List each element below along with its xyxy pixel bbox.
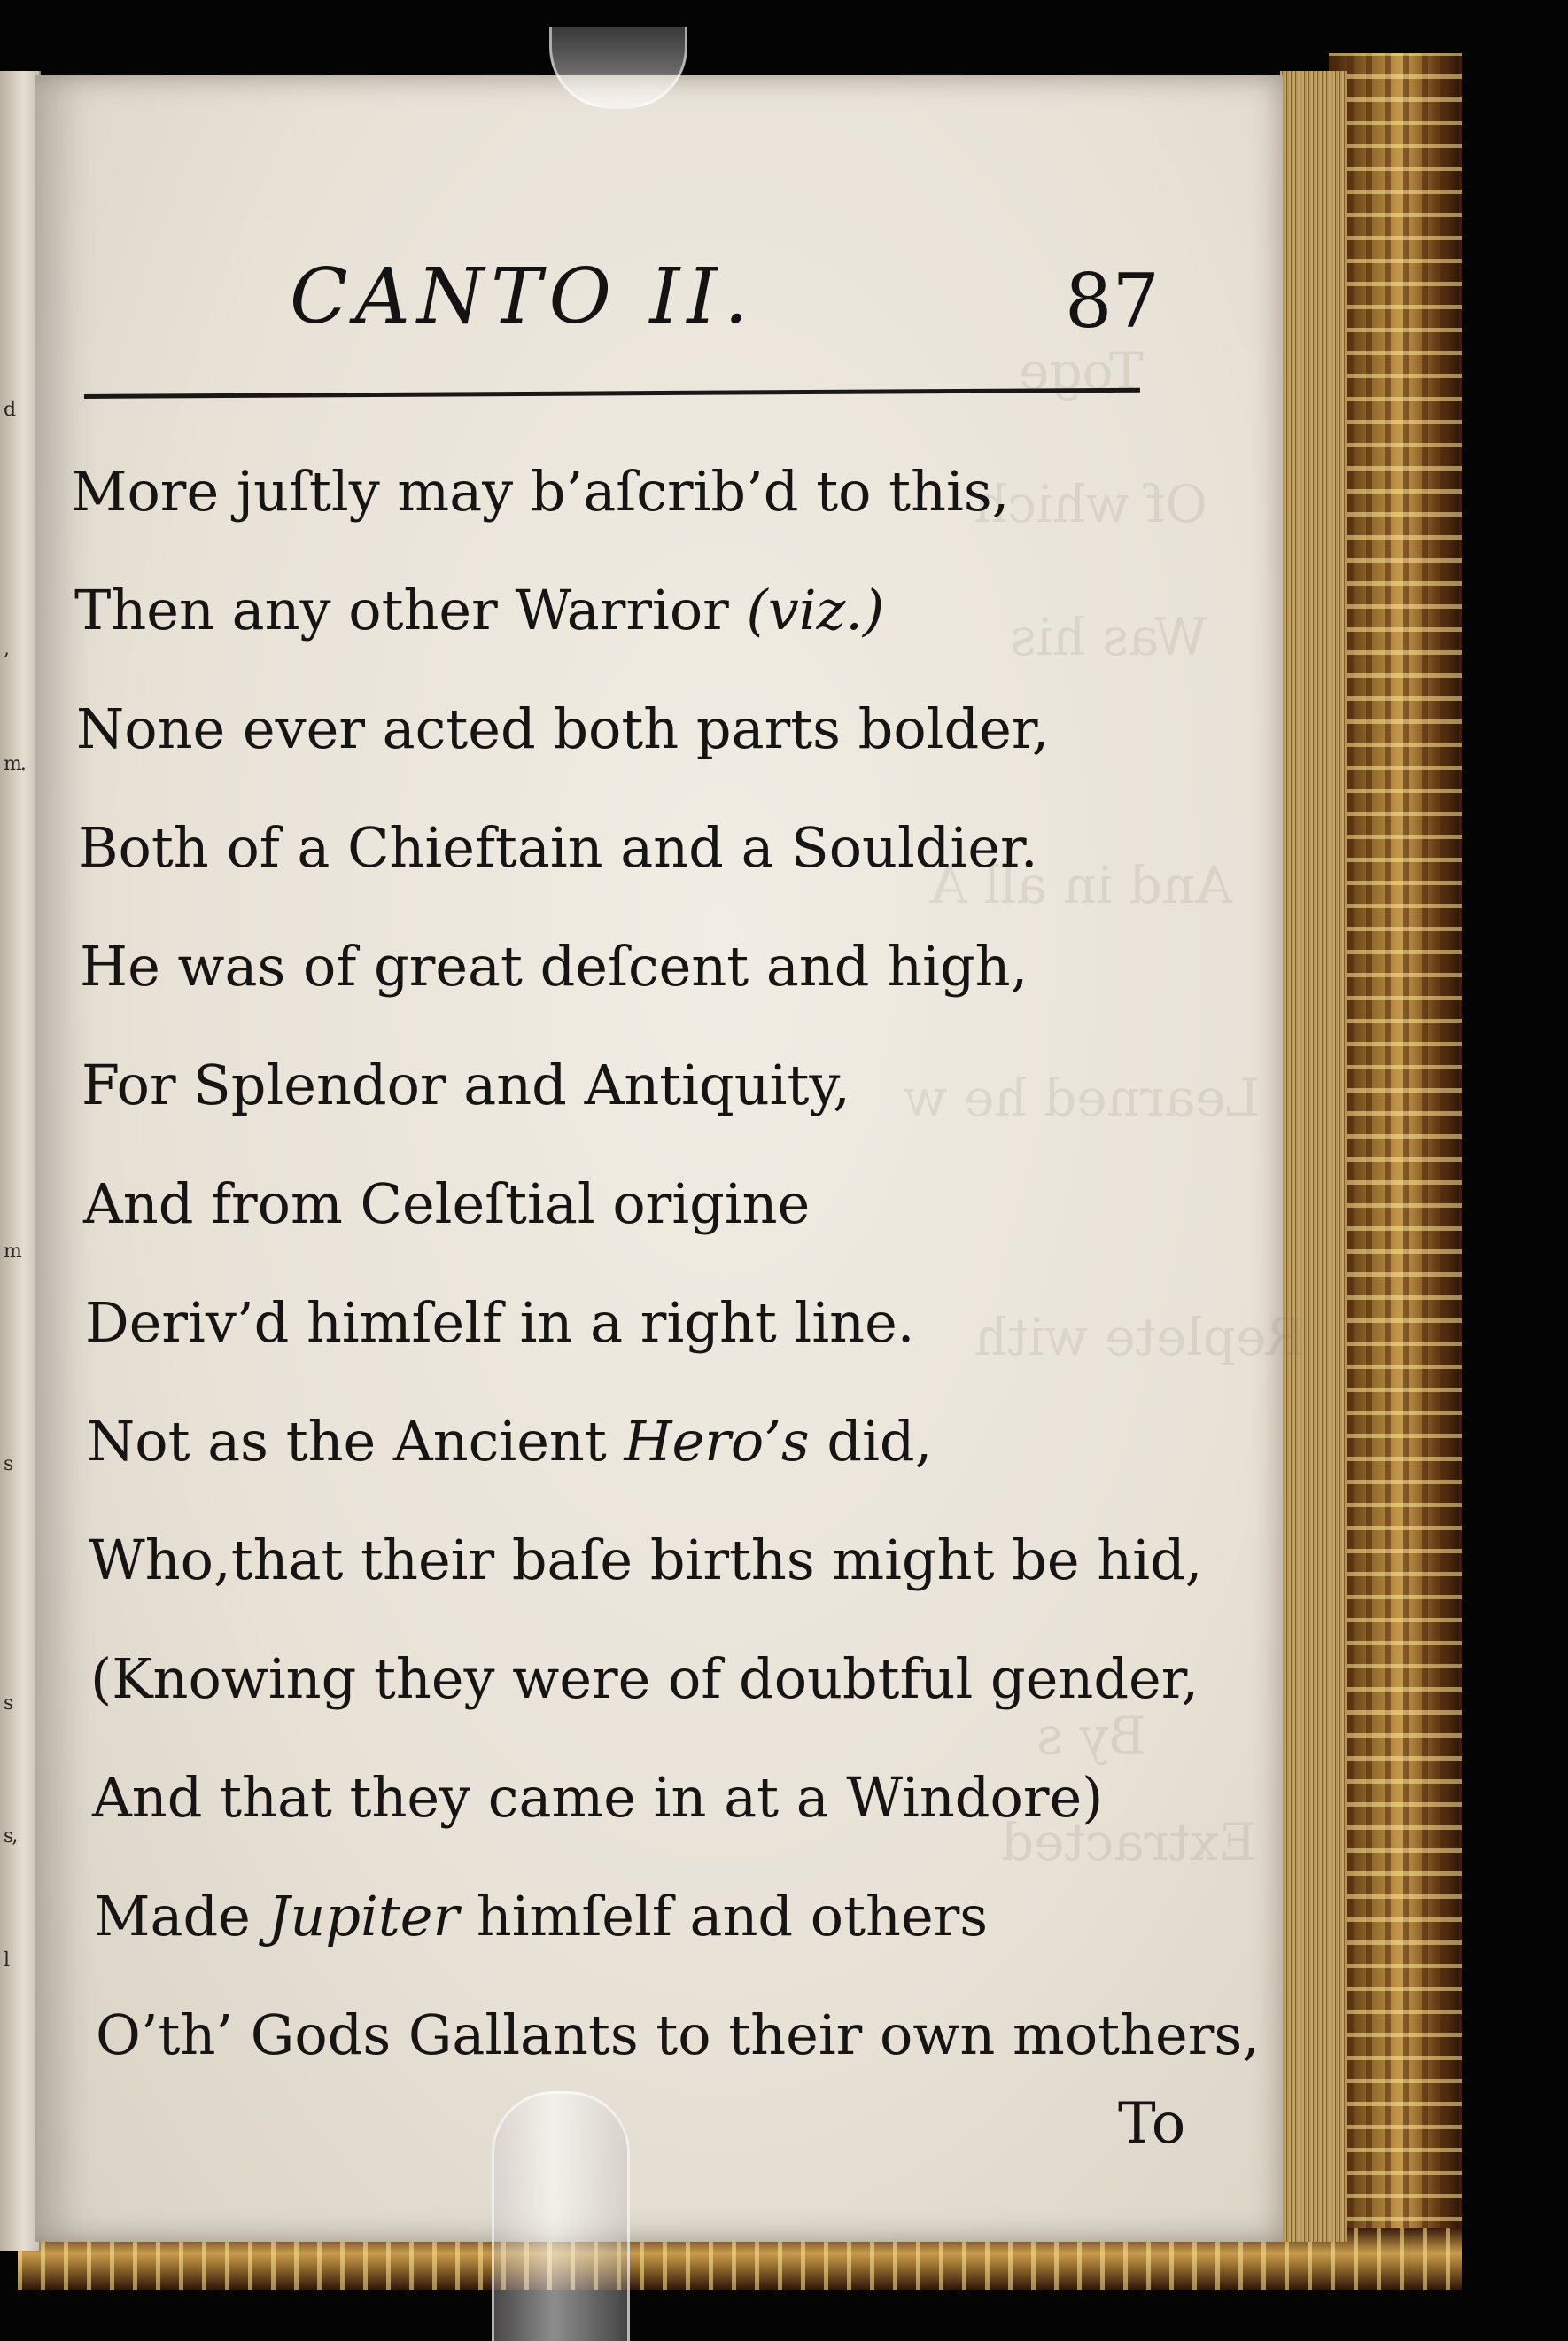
verse-line: Who,that their baſe births might be hid, — [89, 1528, 1203, 1592]
verse-line: For Splendor and Antiquity, — [82, 1053, 850, 1117]
verse-block — [71, 456, 1260, 2119]
verse-line: (Knowing they were of doubtful gender, — [90, 1646, 1199, 1711]
italic-word: Hero’s — [624, 1409, 810, 1474]
bleed-through: Toge — [1019, 341, 1144, 401]
verse-line: Deriv’d himſelf in a right line. — [85, 1290, 915, 1355]
italic-abbreviation: (viz.) — [746, 578, 885, 642]
bleed-through: Was his — [1010, 607, 1208, 667]
verse-line: Both of a Chieftain and a Souldier. — [78, 815, 1038, 880]
verse-line: He was of great deſcent and high, — [80, 934, 1029, 999]
bleed-through: Learned he w — [904, 1068, 1261, 1128]
catchword: To — [1118, 2091, 1186, 2157]
verse-line: And that they came in at a Windore) — [92, 1765, 1104, 1830]
verse-line: Not as the Ancient Hero’s did, — [87, 1409, 933, 1474]
gilt-page-edge-right — [1329, 53, 1462, 2290]
italic-word: Jupiter — [268, 1884, 460, 1948]
facing-page-sliver: d , m. m s s s, l — [0, 71, 41, 2251]
verse-line: More juſtly may b’aſcrib’d to this, — [71, 459, 1010, 524]
running-title: CANTO II. — [290, 253, 756, 341]
page-clip-bottom — [492, 2091, 630, 2341]
verse-line: None ever acted both parts bolder, — [76, 696, 1050, 761]
bleed-through: Extracted — [1001, 1812, 1256, 1872]
verse-line: O’th’ Gods Gallants to their own mothers, — [96, 2003, 1260, 2067]
verse-line: Made Jupiter himſelf and others — [94, 1884, 989, 1948]
bleed-through: By s — [1036, 1706, 1146, 1766]
book-page — [35, 75, 1305, 2242]
page-number: 87 — [1065, 258, 1160, 345]
bleed-through: And in all A — [930, 855, 1233, 915]
bleed-through: Replete with — [974, 1307, 1305, 1367]
verse-line: And from Celeſtial origine — [83, 1171, 811, 1236]
verse-line: Then any other Warrior (viz.) — [74, 578, 885, 642]
page-block-edge — [1280, 71, 1347, 2242]
bleed-through: Of which — [974, 474, 1207, 534]
header-rule — [84, 388, 1140, 399]
